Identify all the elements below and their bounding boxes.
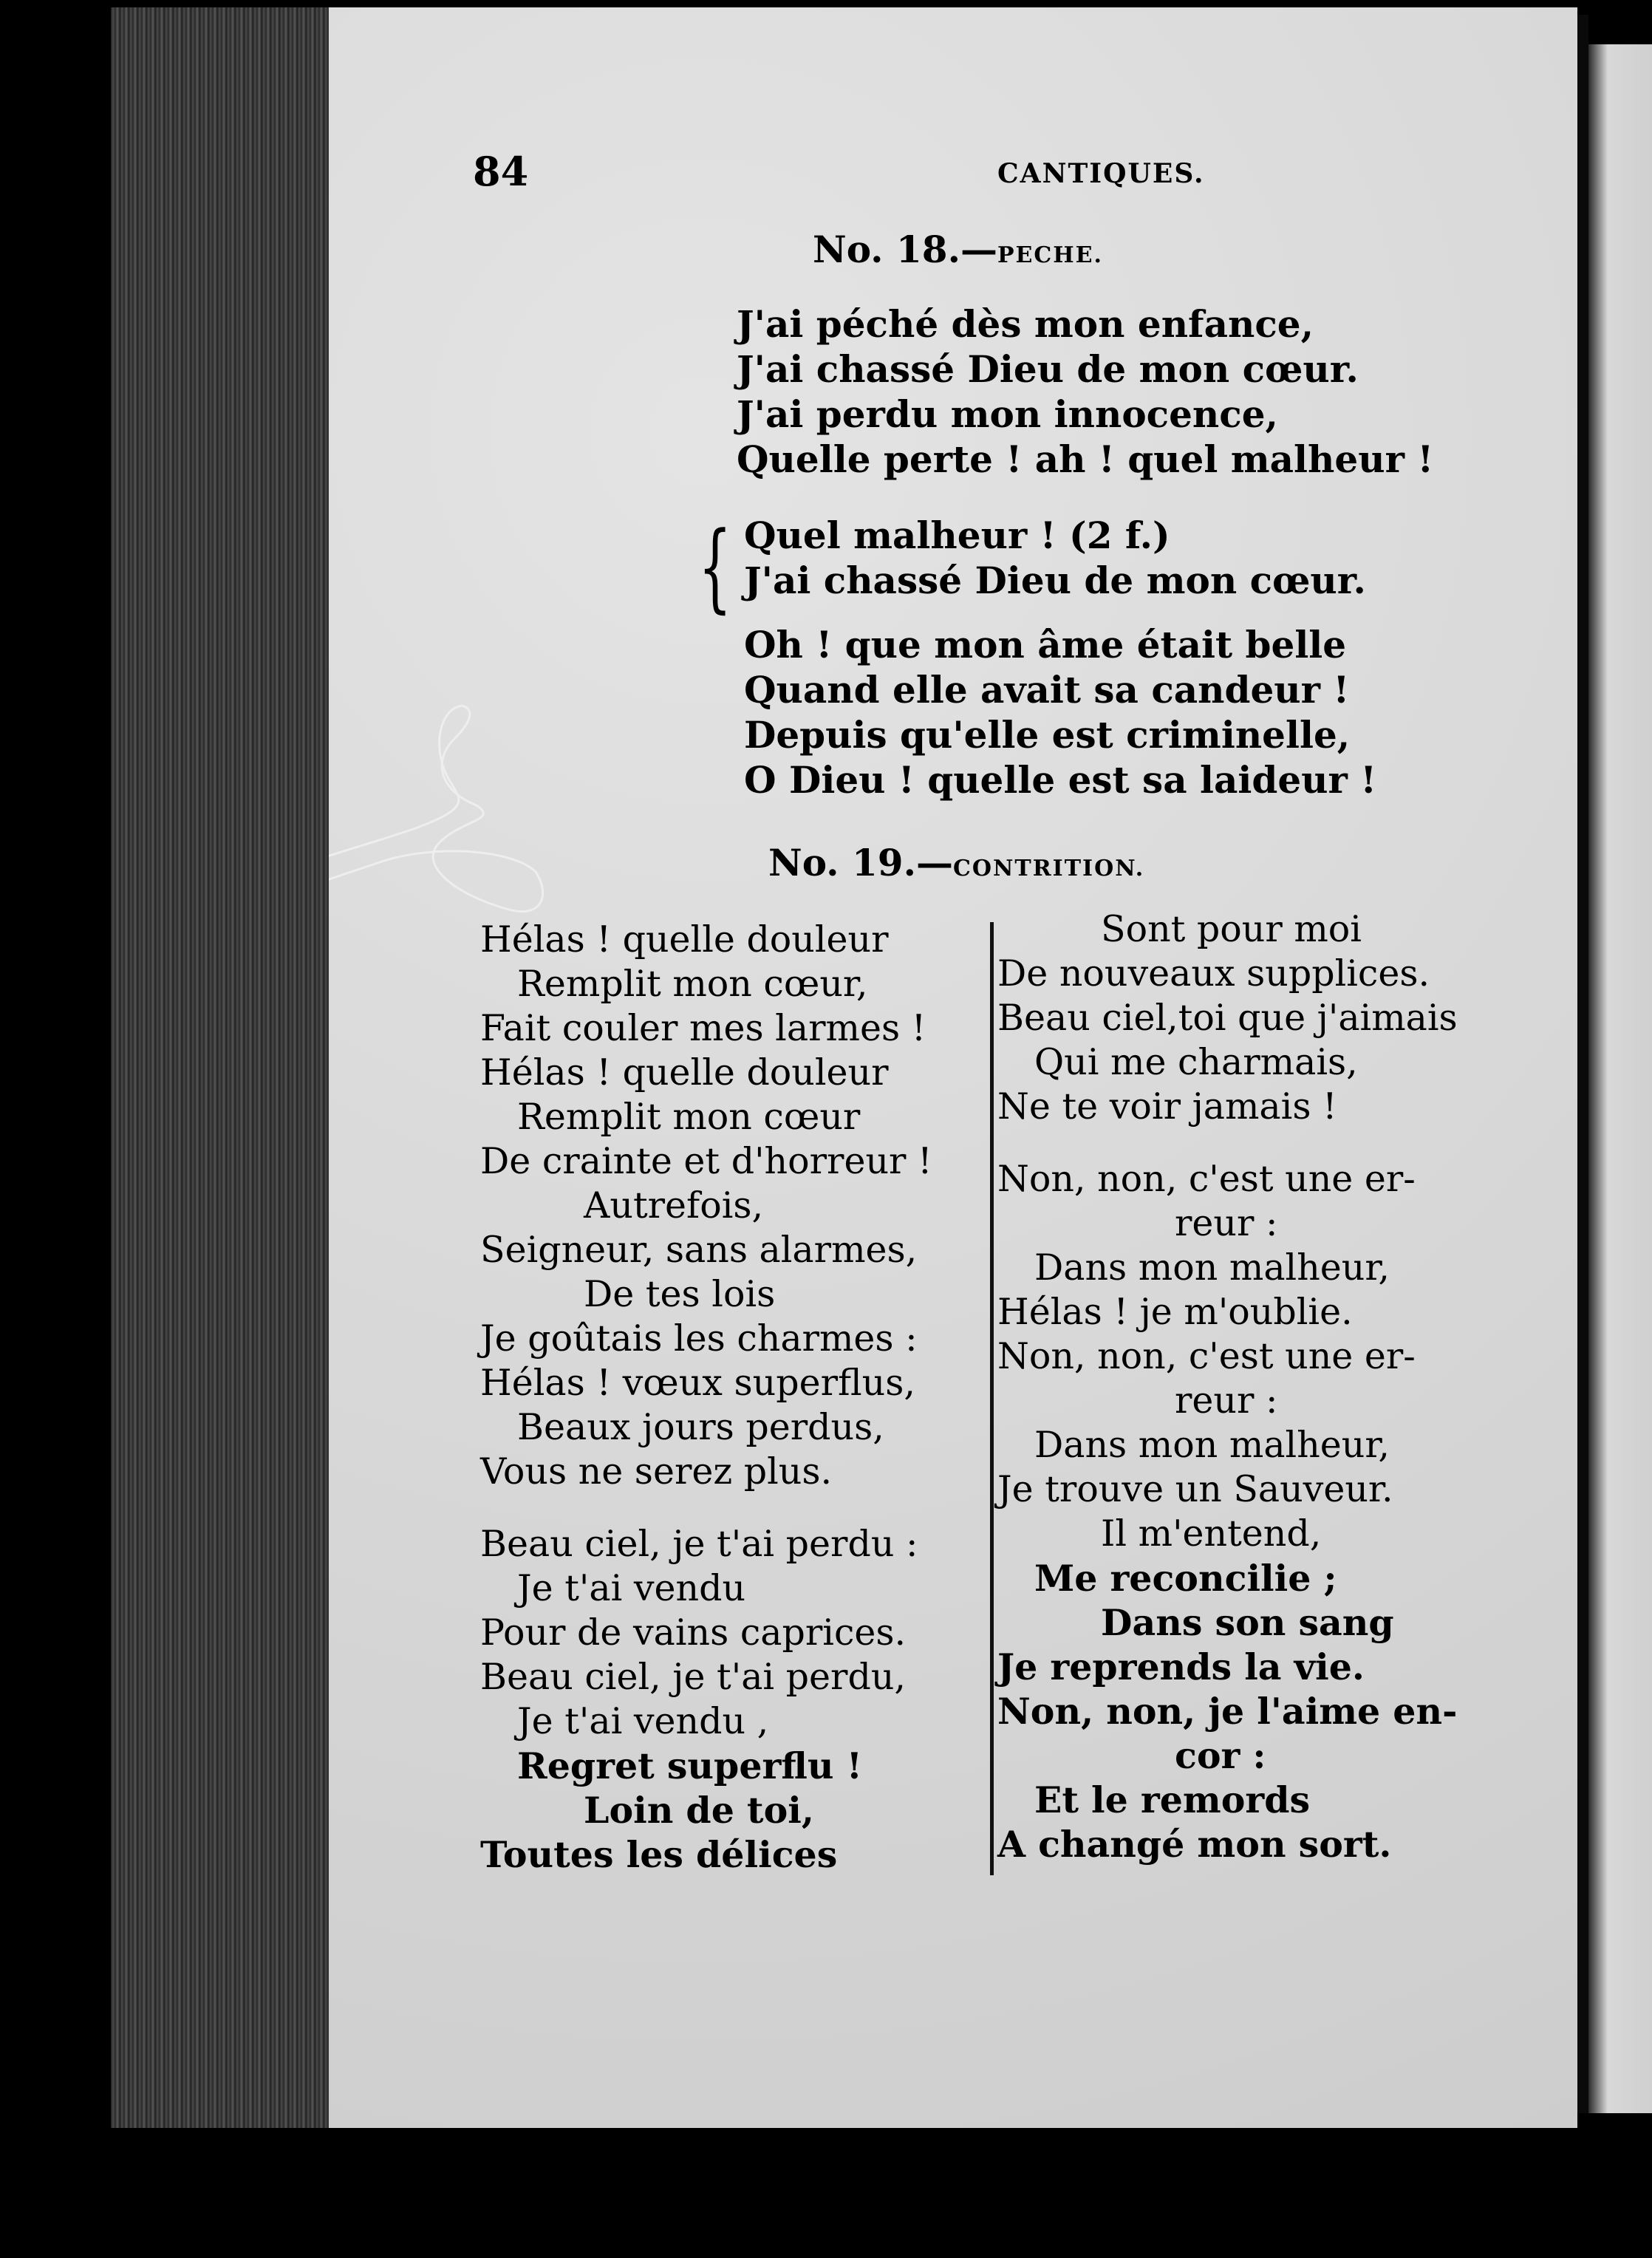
verse-line: A changé mon sort. [997, 1823, 1392, 1866]
verse-stanza [473, 1522, 932, 1877]
verse-line: Hélas ! quelle douleur [480, 1051, 889, 1094]
verse-line: Beau ciel,toi que j'aimais [997, 997, 1458, 1039]
verse-line: Beaux jours perdus, [517, 1406, 884, 1448]
verse-line: Sont pour moi [1101, 908, 1362, 950]
verse-line: J'ai perdu mon innocence, [737, 392, 1278, 436]
hymn-19-right-column [990, 907, 1458, 1866]
verse-stanza [990, 1157, 1458, 1866]
hymn-18-stanza-2 [744, 622, 1376, 802]
verse-line: De nouveaux supplices. [997, 952, 1430, 995]
verse-line: Beau ciel, je t'ai perdu, [480, 1656, 906, 1698]
refrain-line: J'ai chassé Dieu de mon cœur. [744, 559, 1366, 602]
verse-line: Hélas ! je m'oublie. [997, 1291, 1353, 1333]
verse-line: Je t'ai vendu , [517, 1700, 769, 1742]
verse-line: Je goûtais les charmes : [480, 1317, 918, 1360]
verse-line: Je t'ai vendu [517, 1567, 746, 1609]
verse-line: Non, non, c'est une er- [997, 1335, 1416, 1377]
verse-line: Vous ne serez plus. [480, 1450, 833, 1493]
verse-line: O Dieu ! quelle est sa laideur ! [744, 758, 1377, 802]
verse-line: Ne te voir jamais ! [997, 1085, 1337, 1128]
verse-line: Non, non, je l'aime en- [997, 1690, 1458, 1733]
verse-line: Remplit mon cœur, [517, 963, 868, 1005]
verse-line: Je reprends la vie. [997, 1645, 1365, 1688]
verse-line: Me reconcilie ; [1034, 1557, 1337, 1600]
verse-line: Toutes les délices [480, 1833, 838, 1876]
verse-line: Depuis qu'elle est criminelle, [744, 713, 1351, 757]
hymn-18-number: No. 18.— [813, 228, 997, 271]
verse-line: Autrefois, [584, 1184, 764, 1227]
verse-line: Remplit mon cœur [517, 1096, 861, 1138]
running-title: CANTIQUES. [997, 158, 1205, 189]
verse-line: reur : [1175, 1202, 1278, 1244]
verse-line: Fait couler mes larmes ! [480, 1007, 926, 1049]
verse-stanza [473, 918, 932, 1494]
verse-line: Non, non, c'est une er- [997, 1158, 1416, 1200]
page-number: 84 [473, 148, 529, 195]
verse-line: Regret superflu ! [517, 1744, 863, 1787]
verse-line: Et le remords [1034, 1778, 1311, 1821]
verse-line: J'ai chassé Dieu de mon cœur. [737, 347, 1359, 391]
verse-line: Hélas ! quelle douleur [480, 918, 889, 961]
refrain-brace: { [698, 511, 732, 623]
verse-line: Pour de vains caprices. [480, 1611, 907, 1654]
verse-line: reur : [1175, 1379, 1278, 1422]
verse-line: Seigneur, sans alarmes, [480, 1229, 918, 1271]
refrain-line: Quel malheur ! (2 f.) [744, 514, 1170, 557]
hymn-19-left-column [473, 918, 932, 1877]
verse-line: De tes lois [584, 1273, 776, 1315]
verse-line: De crainte et d'horreur ! [480, 1140, 932, 1182]
verse-line: Je trouve un Sauveur. [997, 1468, 1393, 1510]
facing-page-edge [1588, 44, 1652, 2113]
hymn-18-refrain [744, 513, 1366, 603]
verse-line: Beau ciel, je t'ai perdu : [480, 1523, 918, 1565]
verse-line: Qui me charmais, [1034, 1041, 1358, 1083]
verse-line: Dans mon malheur, [1034, 1246, 1390, 1289]
verse-line: Quand elle avait sa candeur ! [744, 668, 1350, 712]
hymn-18-heading [813, 228, 1103, 271]
hymn-19-title: CONTRITION. [952, 856, 1145, 881]
hymn-18-stanza-1 [737, 301, 1433, 482]
verse-line: Loin de toi, [584, 1789, 814, 1832]
verse-line: Dans mon malheur, [1034, 1424, 1390, 1466]
hymn-19-heading [768, 841, 1144, 884]
verse-line: Oh ! que mon âme était belle [744, 623, 1347, 666]
verse-line: Dans son sang [1101, 1601, 1394, 1644]
verse-line: Hélas ! vœux superflus, [480, 1362, 915, 1404]
verse-line: J'ai péché dès mon enfance, [737, 302, 1314, 346]
verse-stanza [990, 907, 1458, 1129]
hymn-19-number: No. 19.— [768, 841, 953, 884]
verse-line: Il m'entend, [1101, 1512, 1322, 1555]
page-edges [111, 7, 331, 2128]
verse-line: Quelle perte ! ah ! quel malheur ! [737, 437, 1434, 481]
verse-line: cor : [1175, 1734, 1266, 1777]
hymn-18-title: PECHE. [997, 242, 1103, 268]
book-page [329, 7, 1577, 2128]
